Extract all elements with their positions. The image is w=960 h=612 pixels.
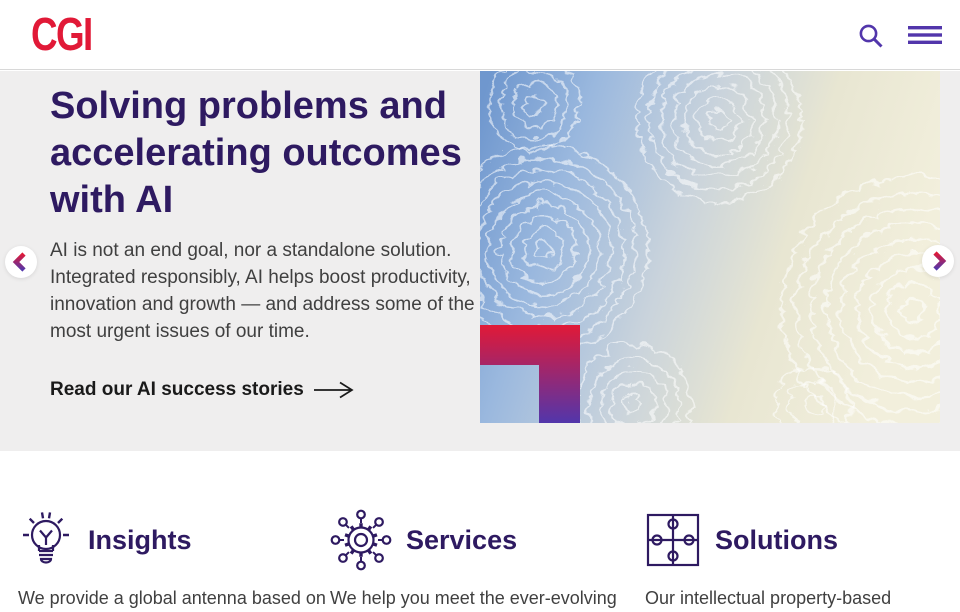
feature-title-services: Services [406,524,518,555]
carousel-prev-button[interactable] [5,246,37,278]
search-button[interactable] [857,22,885,50]
chevron-right-icon [922,245,954,277]
lightbulb-icon [18,509,74,571]
hero-title: Solving problems and accelerating outcomes with AI [50,85,462,221]
hero-image [480,71,940,423]
hero-cta-link[interactable] [50,379,355,401]
feature-solutions [645,508,960,612]
menu-button[interactable] [908,26,942,44]
search-icon [857,22,885,50]
feature-section [0,451,960,608]
carousel-next-button[interactable] [922,245,954,277]
hero-description: AI is not an end goal, nor a standalone solution. Integrated responsibly, AI helps boost productivity, innovation and growth — and address some of the most urgent issues of our time. [50,240,475,342]
puzzle-icon [645,512,701,568]
feature-body-services: We help you meet the ever-evolving [330,588,617,608]
feature-insights [18,508,338,612]
feature-body-insights: We provide a global antenna based on [18,588,326,608]
feature-services [330,508,650,612]
gradient-l-shape-decoration [480,325,580,423]
hamburger-menu-icon [908,26,942,44]
feature-title-insights: Insights [88,524,192,555]
hero-carousel [0,71,960,451]
chevron-left-icon [5,246,37,278]
feature-title-solutions: Solutions [715,524,838,555]
site-header [0,0,960,70]
feature-body-solutions: Our intellectual property-based [645,588,892,608]
hero-cta-label: Read our AI success stories [50,379,304,400]
arrow-right-icon [313,381,355,399]
network-gear-icon [330,509,392,571]
cgi-logo[interactable]: CGI [31,8,92,60]
